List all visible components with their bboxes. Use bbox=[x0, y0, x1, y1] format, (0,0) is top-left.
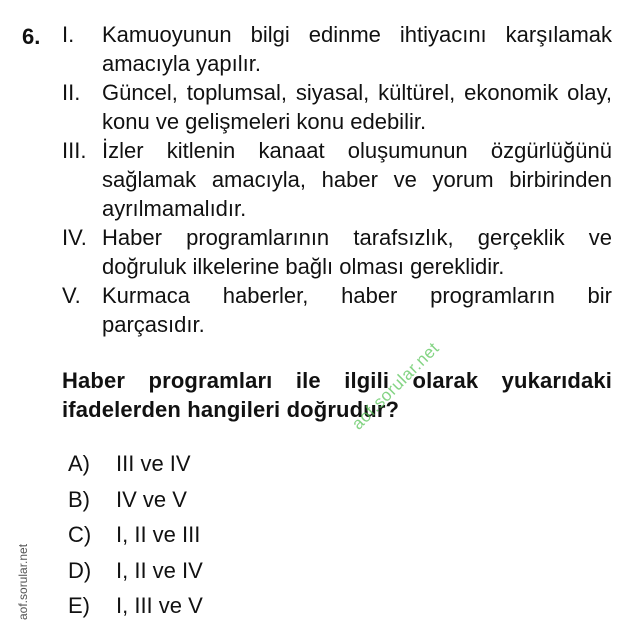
statement-numeral: I. bbox=[62, 22, 75, 47]
side-watermark: aof.sorular.net bbox=[16, 543, 30, 620]
option-letter: E) bbox=[68, 593, 90, 618]
statement-list bbox=[62, 20, 612, 339]
statement-text: Haber programlarının tarafsızlık, gerçeklik ve doğruluk ilkelerine bağlı olması gereklidir. bbox=[102, 225, 612, 279]
statement-numeral: III. bbox=[62, 138, 87, 163]
question-number: 6. bbox=[22, 24, 41, 49]
statement-item bbox=[62, 281, 612, 339]
statement-item bbox=[62, 136, 612, 223]
statement-numeral: II. bbox=[62, 80, 81, 105]
option-text: IV ve V bbox=[116, 486, 187, 512]
option-letter: B) bbox=[68, 486, 90, 512]
statement-item bbox=[62, 78, 612, 136]
statement-numeral: V. bbox=[62, 283, 81, 308]
statement-text: İzler kitlenin kanaat oluşumunun özgürlüğünü sağlamak amacıyla, haber ve yorum birbirinden ayrılmamalıdır. bbox=[102, 138, 612, 221]
diagonal-watermark: aof.sorular.net bbox=[348, 338, 443, 434]
option-letter: A) bbox=[68, 451, 90, 476]
statement-text: Güncel, toplumsal, siyasal, kültürel, ekonomik olay, konu ve gelişmeleri konu edebilir. bbox=[102, 80, 612, 134]
option-letter: D) bbox=[68, 557, 92, 583]
option-c[interactable] bbox=[68, 517, 203, 553]
statement-item bbox=[62, 20, 612, 78]
option-text: I, II ve III bbox=[116, 522, 201, 547]
option-text: I, II ve IV bbox=[116, 557, 203, 583]
statement-numeral: IV. bbox=[62, 225, 87, 250]
option-e[interactable] bbox=[68, 588, 203, 624]
option-text: III ve IV bbox=[116, 451, 191, 476]
statement-text: Kamuoyunun bilgi edinme ihtiyacını karşılamak amacıyla yapılır. bbox=[102, 22, 612, 76]
option-letter: C) bbox=[68, 522, 92, 547]
option-b[interactable] bbox=[68, 482, 203, 518]
statement-item bbox=[62, 223, 612, 281]
option-a[interactable] bbox=[68, 446, 203, 482]
option-text: I, III ve V bbox=[116, 593, 203, 618]
answer-options bbox=[68, 446, 203, 624]
statement-text: Kurmaca haberler, haber programların bir parçasıdır. bbox=[102, 283, 612, 337]
option-d[interactable] bbox=[68, 553, 203, 589]
question-prompt: Haber programları ile ilgili olarak yukarıdaki ifadelerden hangileri doğrudur? bbox=[62, 368, 612, 422]
